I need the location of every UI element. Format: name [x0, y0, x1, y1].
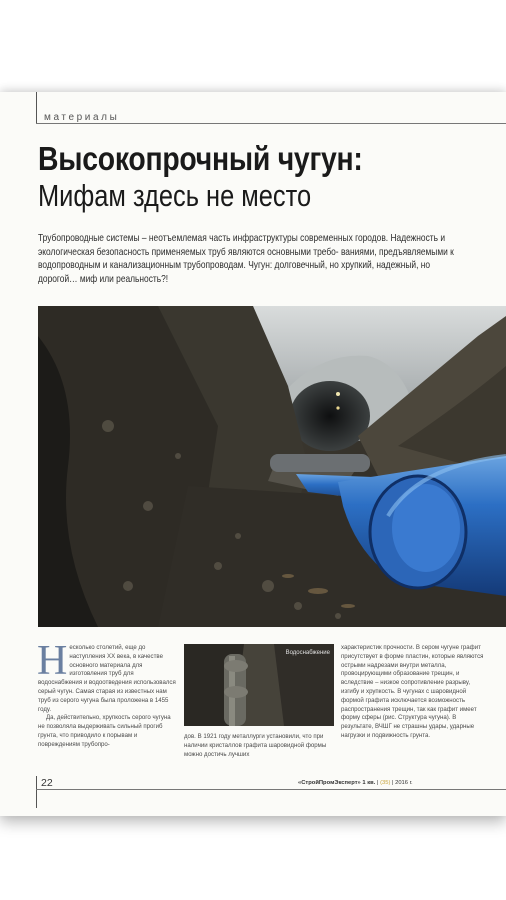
footer-credit: «СтройПромЭксперт» 1 кв. | (35) | 2016 г.	[298, 780, 413, 786]
col1-paragraph-1: есколько столетий, еще до наступления XX века, в качестве основного материала для изготовления труб для водоснабжения и водоотведения использовался серый чугун. Самая старая из известных нам труб из серого чугуна была проложена в 1455 году.	[38, 644, 176, 713]
magazine-page	[0, 92, 506, 816]
header-horizontal-rule	[36, 123, 506, 124]
body-column-2: дов. В 1921 году металлурги установили, что при наличии кристаллов графита шаровидной формы можно достичь лучших	[184, 733, 327, 758]
footer-vertical-rule	[36, 776, 37, 808]
lead-paragraph: Трубопроводные системы – неотъемлемая часть инфраструктуры современных городов. Надежность и экологическая безопасность применяемых труб являются основными требо- ваниями, предъявляемыми к водопроводным и канализационным трубопроводам. Чугун: долговечный, но хрупкий, надежный, но дорогой… миф или реальность?!	[38, 233, 454, 285]
inset-photo-caption: Водоснабжение	[285, 650, 330, 656]
trench-pipe-photo	[38, 306, 506, 627]
page-number: 22	[41, 777, 53, 789]
article-title: Высокопрочный чугун:	[38, 140, 363, 177]
col1-paragraph-2: Да, действительно, хрупкость серого чугуна не позволяла выдерживать сильный прогиб грунта, что приводило к порывам и повреждениям трубопро-	[38, 714, 171, 748]
drop-cap: Н	[37, 638, 68, 684]
body-column-1	[37, 638, 178, 750]
section-label: материалы	[44, 112, 120, 123]
article-subtitle: Мифам здесь не место	[38, 178, 312, 213]
footer-issue: (35)	[380, 780, 391, 786]
body-column-3: характеристик прочности. В сером чугуне графит присутствует в форме пластин, которые являются острыми надрезами внутри металла, провоцирующими образование трещин, и вследствие – низкое сопротивление разрыву, изгибу и хрупкость. В чугунах с шаровидной формой графита исключается возможность распространения трещин, так как графит имеет форму сферы (рис. Структура чугуна). В результате, ВЧШГ не страшны удары, ударные нагрузки и подвижность грунта.	[341, 644, 484, 739]
footer-year: 2016 г.	[395, 780, 413, 786]
footer-horizontal-rule	[36, 789, 506, 790]
footer-magazine: «СтройПромЭксперт» 1 кв.	[298, 780, 376, 786]
header-vertical-rule	[36, 92, 37, 124]
pipe-inset-photo	[184, 644, 334, 726]
